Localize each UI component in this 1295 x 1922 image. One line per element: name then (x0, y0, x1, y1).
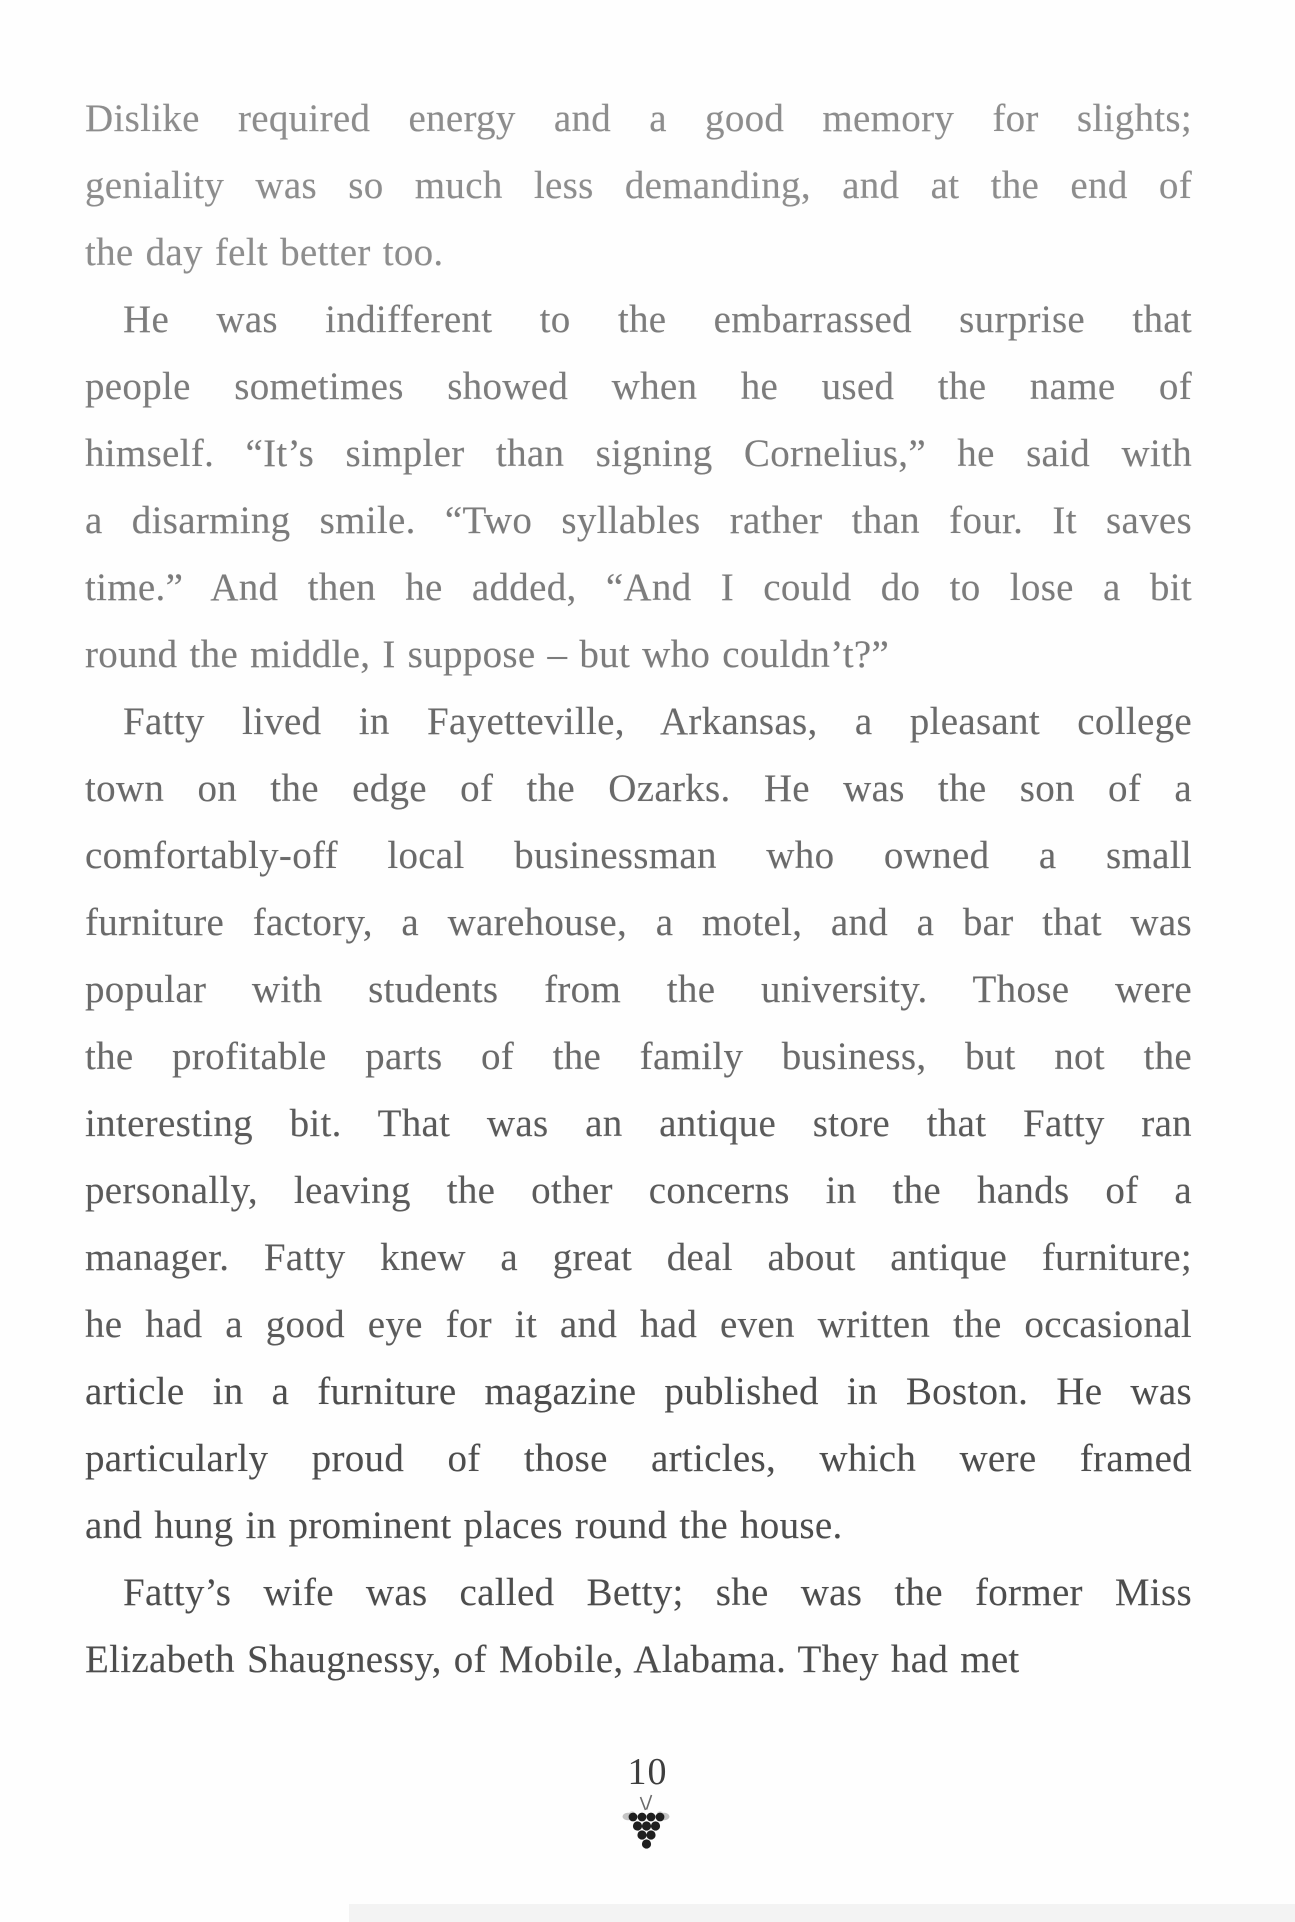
scan-edge-artifact (349, 1904, 1295, 1922)
text-line: and hung in prominent places round the house. (85, 1504, 843, 1547)
text-line: he had a good eye for it and had even written the occasional (85, 1303, 1192, 1346)
text-line: town on the edge of the Ozarks. He was the son of a (85, 767, 1192, 810)
text-line: particularly proud of those articles, which were framed (85, 1437, 1192, 1480)
text-line: round the middle, I suppose – but who couldn’t?” (85, 633, 890, 676)
text-line: comfortably-off local businessman who owned a small (85, 834, 1192, 877)
text-line: manager. Fatty knew a great deal about antique furniture; (85, 1236, 1192, 1279)
text-line: furniture factory, a warehouse, a motel, and a bar that was (85, 901, 1192, 944)
text-line: personally, leaving the other concerns in the hands of a (85, 1169, 1192, 1212)
text-line: geniality was so much less demanding, and at the end of (85, 164, 1192, 207)
text-line: people sometimes showed when he used the name of (85, 365, 1192, 408)
text-line: time.” And then he added, “And I could do to lose a bit (85, 566, 1192, 609)
text-line: interesting bit. That was an antique store that Fatty ran (85, 1102, 1192, 1145)
text-line: Fatty lived in Fayetteville, Arkansas, a pleasant college (123, 700, 1192, 743)
text-line: the day felt better too. (85, 231, 444, 274)
text-line: popular with students from the university. Those were (85, 968, 1192, 1011)
text-line: the profitable parts of the family business, but not the (85, 1035, 1192, 1078)
page-number: 10 (627, 1751, 668, 1793)
text-line: He was indifferent to the embarrassed surprise that (123, 298, 1192, 341)
text-line: Dislike required energy and a good memory for slights; (85, 97, 1192, 140)
body-text (85, 85, 1192, 1693)
text-line: Elizabeth Shaugnessy, of Mobile, Alabama. They had met (85, 1638, 1020, 1681)
grape-ornament-icon (622, 1794, 670, 1852)
text-line: himself. “It’s simpler than signing Cornelius,” he said with (85, 432, 1192, 475)
text-line: article in a furniture magazine published in Boston. He was (85, 1370, 1192, 1413)
text-line: a disarming smile. “Two syllables rather than four. It saves (85, 499, 1192, 542)
text-line: Fatty’s wife was called Betty; she was the former Miss (123, 1571, 1192, 1614)
